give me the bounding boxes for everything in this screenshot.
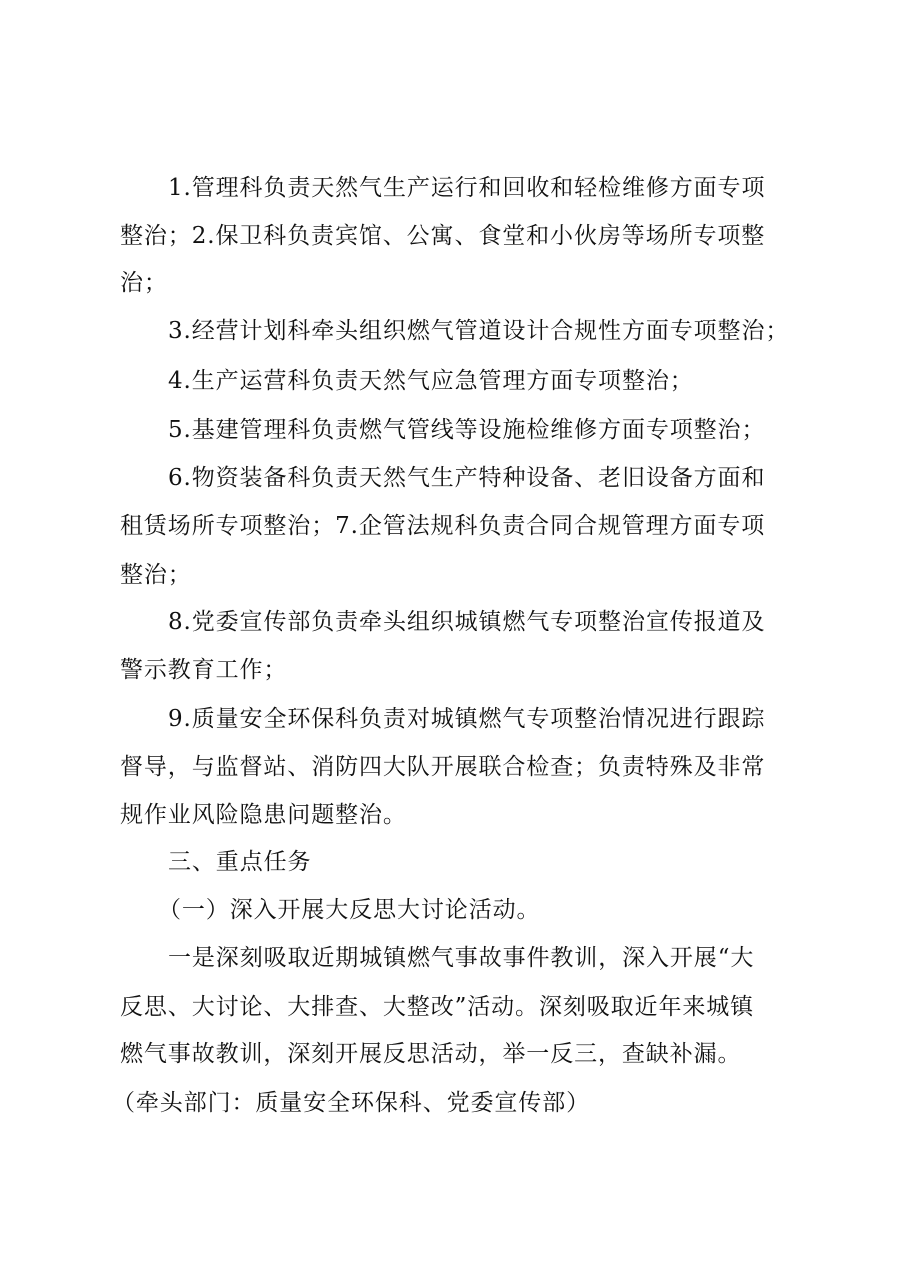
text-line: 5.基建管理科负责燃气管线等设施检维修方面专项整治；	[168, 417, 766, 443]
text-line: 3.经营计划科牵头组织燃气管道设计合规性方面专项整治；	[168, 318, 790, 344]
text-line: 8.党委宣传部负责牵头组织城镇燃气专项整治宣传报道及	[168, 609, 766, 635]
text-line: 4.生产运营科负责天然气应急管理方面专项整治；	[168, 368, 694, 394]
section-heading: 三、重点任务	[168, 849, 312, 875]
text-line: 6.物资装备科负责天然气生产特种设备、老旧设备方面和	[168, 465, 766, 491]
text-line: 整治；	[120, 562, 192, 588]
text-line: 规作业风险隐患问题整治。	[120, 802, 407, 828]
text-line: 燃气事故教训，深刻开展反思活动，举一反三，查缺补漏。	[120, 1041, 742, 1067]
text-line: 警示教育工作；	[120, 657, 288, 683]
text-line: 督导，与监督站、消防四大队开展联合检查；负责特殊及非常	[120, 754, 766, 780]
text-line: 反思、大讨论、大排查、大整改”活动。深刻吸取近年来城镇	[120, 994, 755, 1020]
subsection-heading: （一）深入开展大反思大讨论活动。	[158, 897, 541, 923]
text-line: （牵头部门：质量安全环保科、党委宣传部）	[112, 1090, 590, 1116]
text-line: 整治；2.保卫科负责宾馆、公寓、食堂和小伙房等场所专项整	[120, 223, 766, 249]
text-line: 1.管理科负责天然气生产运行和回收和轻检维修方面专项	[168, 175, 766, 201]
text-line: 租赁场所专项整治；7.企管法规科负责合同合规管理方面专项	[120, 513, 766, 539]
text-line: 治；	[120, 270, 168, 296]
text-line: 9.质量安全环保科负责对城镇燃气专项整治情况进行跟踪	[168, 706, 766, 732]
text-line: 一是深刻吸取近期城镇燃气事故事件教训，深入开展“大	[168, 945, 755, 971]
